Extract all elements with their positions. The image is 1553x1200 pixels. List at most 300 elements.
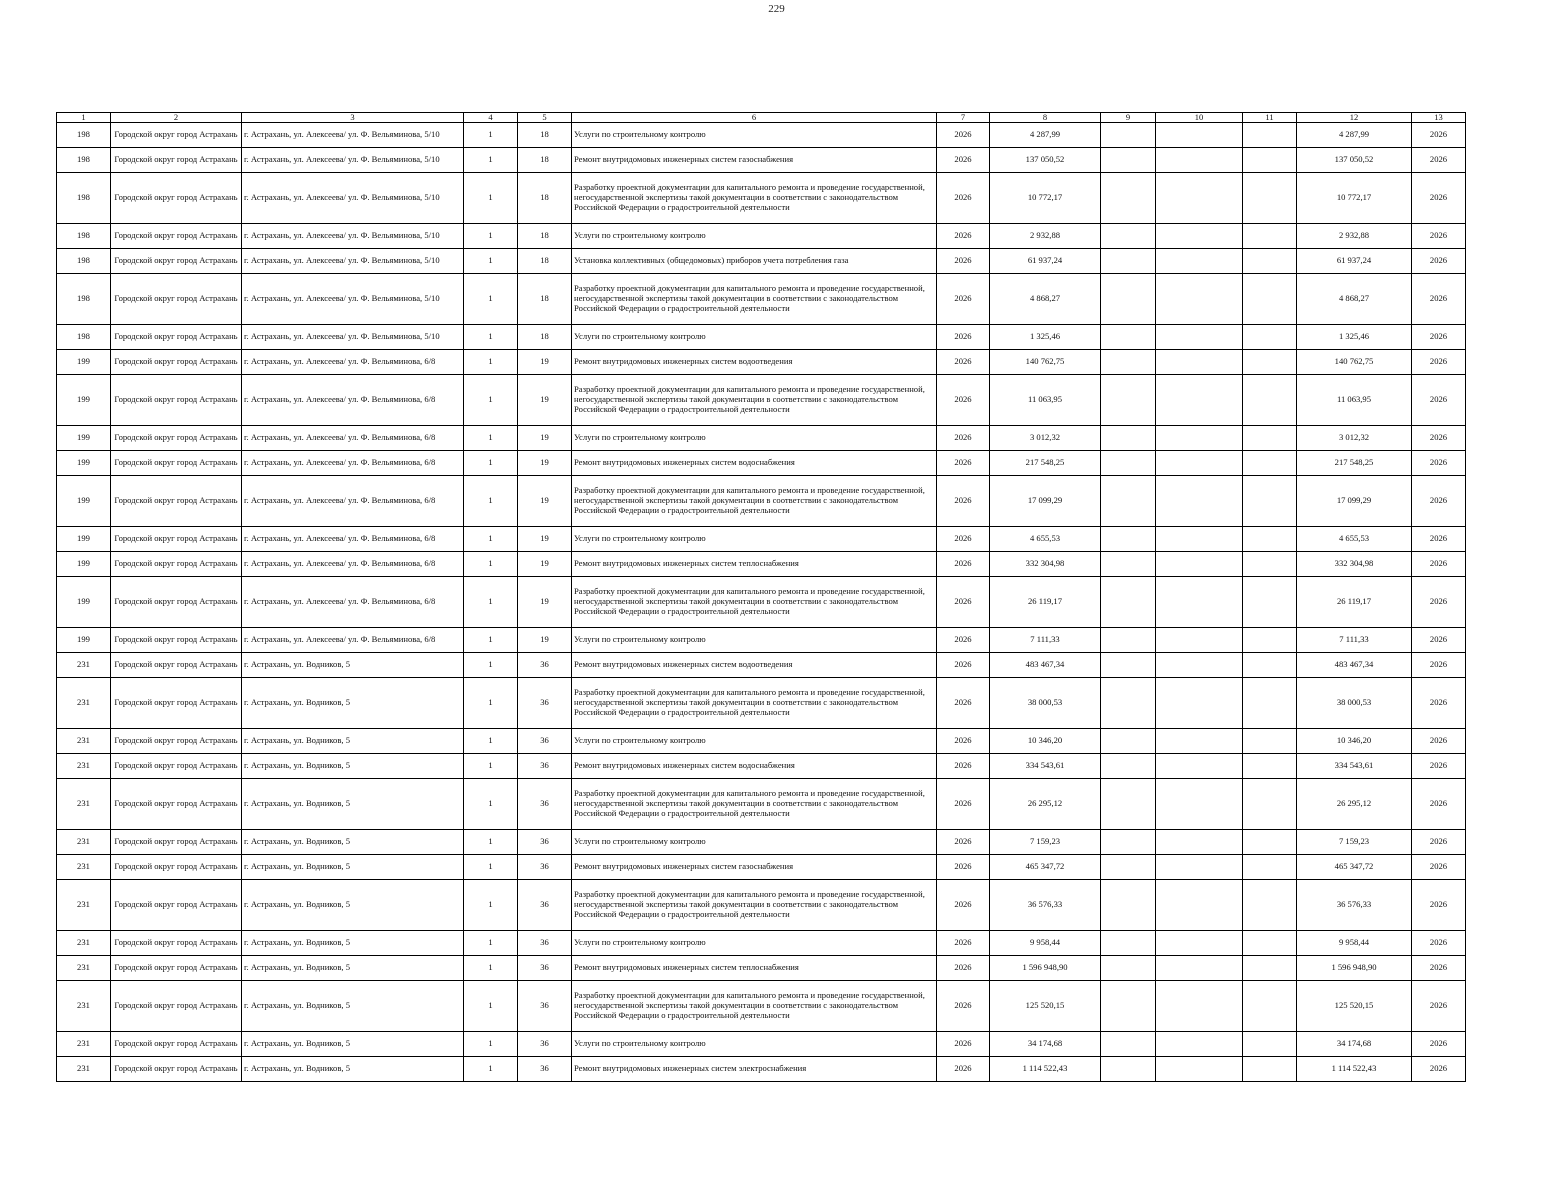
column-header-6: 6 <box>572 113 937 123</box>
year-cell: 2026 <box>937 476 990 527</box>
row-number: 231 <box>57 880 111 931</box>
row-number: 231 <box>57 779 111 830</box>
column-5-cell: 36 <box>518 729 572 754</box>
year-cell: 2026 <box>937 628 990 653</box>
table-row <box>57 981 1466 1032</box>
column-11-cell <box>1243 830 1297 855</box>
year-cell: 2026 <box>937 1032 990 1057</box>
year-cell: 2026 <box>937 249 990 274</box>
completion-year-cell: 2026 <box>1412 123 1466 148</box>
year-cell: 2026 <box>937 830 990 855</box>
column-5-cell: 36 <box>518 855 572 880</box>
column-11-cell <box>1243 1032 1297 1057</box>
column-5-cell: 36 <box>518 981 572 1032</box>
column-4-cell: 1 <box>464 628 518 653</box>
address-cell: г. Астрахань, ул. Алексеева/ ул. Ф. Вельяминова, 6/8 <box>242 628 464 653</box>
column-10-cell <box>1156 451 1243 476</box>
municipality-cell: Городской округ город Астрахань <box>111 426 242 451</box>
cost-cell: 4 655,53 <box>990 527 1101 552</box>
row-number: 198 <box>57 173 111 224</box>
address-cell: г. Астрахань, ул. Алексеева/ ул. Ф. Вельяминова, 6/8 <box>242 527 464 552</box>
column-4-cell: 1 <box>464 249 518 274</box>
table-row <box>57 1057 1466 1082</box>
column-4-cell: 1 <box>464 1032 518 1057</box>
table-row <box>57 350 1466 375</box>
address-cell: г. Астрахань, ул. Алексеева/ ул. Ф. Вельяминова, 6/8 <box>242 476 464 527</box>
completion-year-cell: 2026 <box>1412 375 1466 426</box>
year-cell: 2026 <box>937 754 990 779</box>
address-cell: г. Астрахань, ул. Водников, 5 <box>242 779 464 830</box>
table-row <box>57 855 1466 880</box>
column-9-cell <box>1101 754 1156 779</box>
column-9-cell <box>1101 173 1156 224</box>
table-row <box>57 274 1466 325</box>
column-5-cell: 19 <box>518 552 572 577</box>
cost-cell: 334 543,61 <box>990 754 1101 779</box>
completion-year-cell: 2026 <box>1412 350 1466 375</box>
column-4-cell: 1 <box>464 931 518 956</box>
column-4-cell: 1 <box>464 426 518 451</box>
column-11-cell <box>1243 653 1297 678</box>
column-10-cell <box>1156 628 1243 653</box>
column-5-cell: 36 <box>518 880 572 931</box>
cost-cell: 3 012,32 <box>990 426 1101 451</box>
row-number: 231 <box>57 754 111 779</box>
column-header-2: 2 <box>111 113 242 123</box>
row-number: 231 <box>57 729 111 754</box>
column-11-cell <box>1243 628 1297 653</box>
work-type-cell: Разработку проектной документации для капитального ремонта и проведение государственной, негосударственной экспертизы такой документации в соответствии с законодательством Российской Федерации о градостроительной деятельности <box>572 173 937 224</box>
work-type-cell: Услуги по строительному контролю <box>572 426 937 451</box>
row-number: 198 <box>57 325 111 350</box>
address-cell: г. Астрахань, ул. Алексеева/ ул. Ф. Вельяминова, 5/10 <box>242 173 464 224</box>
table-body <box>57 123 1466 1082</box>
year-cell: 2026 <box>937 729 990 754</box>
column-10-cell <box>1156 123 1243 148</box>
address-cell: г. Астрахань, ул. Алексеева/ ул. Ф. Вельяминова, 6/8 <box>242 552 464 577</box>
total-cell: 11 063,95 <box>1297 375 1412 426</box>
address-cell: г. Астрахань, ул. Водников, 5 <box>242 729 464 754</box>
column-11-cell <box>1243 754 1297 779</box>
address-cell: г. Астрахань, ул. Водников, 5 <box>242 678 464 729</box>
cost-cell: 1 596 948,90 <box>990 956 1101 981</box>
completion-year-cell: 2026 <box>1412 628 1466 653</box>
year-cell: 2026 <box>937 426 990 451</box>
total-cell: 3 012,32 <box>1297 426 1412 451</box>
work-type-cell: Ремонт внутридомовых инженерных систем водоснабжения <box>572 754 937 779</box>
column-10-cell <box>1156 325 1243 350</box>
year-cell: 2026 <box>937 451 990 476</box>
table-row <box>57 148 1466 173</box>
municipality-cell: Городской округ город Астрахань <box>111 249 242 274</box>
cost-cell: 332 304,98 <box>990 552 1101 577</box>
column-9-cell <box>1101 1057 1156 1082</box>
column-10-cell <box>1156 527 1243 552</box>
cost-cell: 137 050,52 <box>990 148 1101 173</box>
completion-year-cell: 2026 <box>1412 729 1466 754</box>
column-5-cell: 19 <box>518 451 572 476</box>
column-5-cell: 36 <box>518 754 572 779</box>
column-number-header <box>57 113 1466 123</box>
column-9-cell <box>1101 476 1156 527</box>
municipality-cell: Городской округ город Астрахань <box>111 148 242 173</box>
column-header-9: 9 <box>1101 113 1156 123</box>
row-number: 199 <box>57 577 111 628</box>
repair-schedule-table <box>56 112 1466 1082</box>
completion-year-cell: 2026 <box>1412 855 1466 880</box>
column-11-cell <box>1243 552 1297 577</box>
total-cell: 1 114 522,43 <box>1297 1057 1412 1082</box>
row-number: 231 <box>57 981 111 1032</box>
column-5-cell: 36 <box>518 678 572 729</box>
cost-cell: 7 111,33 <box>990 628 1101 653</box>
column-4-cell: 1 <box>464 148 518 173</box>
column-5-cell: 19 <box>518 476 572 527</box>
row-number: 199 <box>57 628 111 653</box>
page-number: 229 <box>768 3 785 15</box>
total-cell: 483 467,34 <box>1297 653 1412 678</box>
work-type-cell: Разработку проектной документации для капитального ремонта и проведение государственной, негосударственной экспертизы такой документации в соответствии с законодательством Российской Федерации о градостроительной деятельности <box>572 375 937 426</box>
column-4-cell: 1 <box>464 779 518 830</box>
column-10-cell <box>1156 274 1243 325</box>
column-9-cell <box>1101 224 1156 249</box>
column-10-cell <box>1156 855 1243 880</box>
cost-cell: 465 347,72 <box>990 855 1101 880</box>
table-row <box>57 754 1466 779</box>
cost-cell: 36 576,33 <box>990 880 1101 931</box>
column-header-4: 4 <box>464 113 518 123</box>
column-9-cell <box>1101 325 1156 350</box>
municipality-cell: Городской округ город Астрахань <box>111 653 242 678</box>
cost-cell: 1 114 522,43 <box>990 1057 1101 1082</box>
completion-year-cell: 2026 <box>1412 325 1466 350</box>
column-11-cell <box>1243 350 1297 375</box>
total-cell: 7 159,23 <box>1297 830 1412 855</box>
completion-year-cell: 2026 <box>1412 1032 1466 1057</box>
completion-year-cell: 2026 <box>1412 653 1466 678</box>
column-5-cell: 36 <box>518 779 572 830</box>
address-cell: г. Астрахань, ул. Алексеева/ ул. Ф. Вельяминова, 5/10 <box>242 224 464 249</box>
total-cell: 4 287,99 <box>1297 123 1412 148</box>
cost-cell: 4 868,27 <box>990 274 1101 325</box>
row-number: 199 <box>57 451 111 476</box>
row-number: 198 <box>57 224 111 249</box>
table-row <box>57 476 1466 527</box>
completion-year-cell: 2026 <box>1412 956 1466 981</box>
work-type-cell: Услуги по строительному контролю <box>572 527 937 552</box>
column-9-cell <box>1101 956 1156 981</box>
column-11-cell <box>1243 426 1297 451</box>
column-5-cell: 18 <box>518 325 572 350</box>
column-9-cell <box>1101 123 1156 148</box>
column-9-cell <box>1101 880 1156 931</box>
cost-cell: 26 295,12 <box>990 779 1101 830</box>
column-9-cell <box>1101 249 1156 274</box>
column-9-cell <box>1101 350 1156 375</box>
cost-cell: 38 000,53 <box>990 678 1101 729</box>
work-type-cell: Разработку проектной документации для капитального ремонта и проведение государственной, негосударственной экспертизы такой документации в соответствии с законодательством Российской Федерации о градостроительной деятельности <box>572 981 937 1032</box>
total-cell: 334 543,61 <box>1297 754 1412 779</box>
year-cell: 2026 <box>937 855 990 880</box>
column-11-cell <box>1243 577 1297 628</box>
completion-year-cell: 2026 <box>1412 931 1466 956</box>
cost-cell: 2 932,88 <box>990 224 1101 249</box>
total-cell: 1 596 948,90 <box>1297 956 1412 981</box>
year-cell: 2026 <box>937 653 990 678</box>
work-type-cell: Услуги по строительному контролю <box>572 830 937 855</box>
cost-cell: 140 762,75 <box>990 350 1101 375</box>
address-cell: г. Астрахань, ул. Водников, 5 <box>242 880 464 931</box>
column-10-cell <box>1156 426 1243 451</box>
completion-year-cell: 2026 <box>1412 754 1466 779</box>
address-cell: г. Астрахань, ул. Алексеева/ ул. Ф. Вельяминова, 5/10 <box>242 274 464 325</box>
work-type-cell: Услуги по строительному контролю <box>572 729 937 754</box>
completion-year-cell: 2026 <box>1412 249 1466 274</box>
total-cell: 34 174,68 <box>1297 1032 1412 1057</box>
column-header-11: 11 <box>1243 113 1297 123</box>
municipality-cell: Городской округ город Астрахань <box>111 123 242 148</box>
address-cell: г. Астрахань, ул. Алексеева/ ул. Ф. Вельяминова, 5/10 <box>242 325 464 350</box>
row-number: 198 <box>57 123 111 148</box>
work-type-cell: Услуги по строительному контролю <box>572 325 937 350</box>
column-10-cell <box>1156 880 1243 931</box>
total-cell: 465 347,72 <box>1297 855 1412 880</box>
address-cell: г. Астрахань, ул. Водников, 5 <box>242 931 464 956</box>
cost-cell: 17 099,29 <box>990 476 1101 527</box>
row-number: 198 <box>57 148 111 173</box>
completion-year-cell: 2026 <box>1412 830 1466 855</box>
column-9-cell <box>1101 653 1156 678</box>
column-4-cell: 1 <box>464 123 518 148</box>
total-cell: 1 325,46 <box>1297 325 1412 350</box>
completion-year-cell: 2026 <box>1412 577 1466 628</box>
column-11-cell <box>1243 678 1297 729</box>
cost-cell: 34 174,68 <box>990 1032 1101 1057</box>
municipality-cell: Городской округ город Астрахань <box>111 830 242 855</box>
work-type-cell: Услуги по строительному контролю <box>572 224 937 249</box>
table-row <box>57 830 1466 855</box>
column-9-cell <box>1101 830 1156 855</box>
work-type-cell: Разработку проектной документации для капитального ремонта и проведение государственной, негосударственной экспертизы такой документации в соответствии с законодательством Российской Федерации о градостроительной деятельности <box>572 274 937 325</box>
year-cell: 2026 <box>937 880 990 931</box>
column-10-cell <box>1156 173 1243 224</box>
column-9-cell <box>1101 274 1156 325</box>
work-type-cell: Разработку проектной документации для капитального ремонта и проведение государственной, негосударственной экспертизы такой документации в соответствии с законодательством Российской Федерации о градостроительной деятельности <box>572 880 937 931</box>
municipality-cell: Городской округ город Астрахань <box>111 880 242 931</box>
column-header-13: 13 <box>1412 113 1466 123</box>
column-9-cell <box>1101 678 1156 729</box>
address-cell: г. Астрахань, ул. Алексеева/ ул. Ф. Вельяминова, 6/8 <box>242 451 464 476</box>
column-5-cell: 18 <box>518 123 572 148</box>
completion-year-cell: 2026 <box>1412 981 1466 1032</box>
address-cell: г. Астрахань, ул. Водников, 5 <box>242 754 464 779</box>
row-number: 231 <box>57 830 111 855</box>
table-row <box>57 628 1466 653</box>
address-cell: г. Астрахань, ул. Водников, 5 <box>242 956 464 981</box>
row-number: 199 <box>57 350 111 375</box>
column-5-cell: 19 <box>518 577 572 628</box>
year-cell: 2026 <box>937 123 990 148</box>
cost-cell: 61 937,24 <box>990 249 1101 274</box>
column-5-cell: 36 <box>518 1057 572 1082</box>
row-number: 231 <box>57 956 111 981</box>
column-4-cell: 1 <box>464 451 518 476</box>
table-row <box>57 931 1466 956</box>
column-11-cell <box>1243 931 1297 956</box>
row-number: 231 <box>57 1032 111 1057</box>
cost-cell: 26 119,17 <box>990 577 1101 628</box>
work-type-cell: Услуги по строительному контролю <box>572 628 937 653</box>
column-5-cell: 19 <box>518 375 572 426</box>
address-cell: г. Астрахань, ул. Алексеева/ ул. Ф. Вельяминова, 5/10 <box>242 148 464 173</box>
total-cell: 125 520,15 <box>1297 981 1412 1032</box>
column-11-cell <box>1243 527 1297 552</box>
row-number: 231 <box>57 855 111 880</box>
work-type-cell: Разработку проектной документации для капитального ремонта и проведение государственной, негосударственной экспертизы такой документации в соответствии с законодательством Российской Федерации о градостроительной деятельности <box>572 678 937 729</box>
column-10-cell <box>1156 224 1243 249</box>
completion-year-cell: 2026 <box>1412 274 1466 325</box>
total-cell: 9 958,44 <box>1297 931 1412 956</box>
column-4-cell: 1 <box>464 729 518 754</box>
column-4-cell: 1 <box>464 224 518 249</box>
year-cell: 2026 <box>937 325 990 350</box>
column-9-cell <box>1101 375 1156 426</box>
municipality-cell: Городской округ город Астрахань <box>111 552 242 577</box>
column-header-8: 8 <box>990 113 1101 123</box>
column-11-cell <box>1243 779 1297 830</box>
year-cell: 2026 <box>937 1057 990 1082</box>
municipality-cell: Городской округ город Астрахань <box>111 779 242 830</box>
column-11-cell <box>1243 981 1297 1032</box>
total-cell: 140 762,75 <box>1297 350 1412 375</box>
completion-year-cell: 2026 <box>1412 451 1466 476</box>
work-type-cell: Ремонт внутридомовых инженерных систем водоотведения <box>572 653 937 678</box>
column-11-cell <box>1243 173 1297 224</box>
total-cell: 4 655,53 <box>1297 527 1412 552</box>
cost-cell: 217 548,25 <box>990 451 1101 476</box>
column-10-cell <box>1156 830 1243 855</box>
work-type-cell: Ремонт внутридомовых инженерных систем водоснабжения <box>572 451 937 476</box>
column-9-cell <box>1101 552 1156 577</box>
total-cell: 10 772,17 <box>1297 173 1412 224</box>
work-type-cell: Услуги по строительному контролю <box>572 1032 937 1057</box>
column-10-cell <box>1156 148 1243 173</box>
work-type-cell: Ремонт внутридомовых инженерных систем теплоснабжения <box>572 956 937 981</box>
total-cell: 137 050,52 <box>1297 148 1412 173</box>
column-11-cell <box>1243 224 1297 249</box>
table-row <box>57 653 1466 678</box>
total-cell: 332 304,98 <box>1297 552 1412 577</box>
municipality-cell: Городской округ город Астрахань <box>111 931 242 956</box>
column-5-cell: 18 <box>518 173 572 224</box>
row-number: 198 <box>57 249 111 274</box>
work-type-cell: Ремонт внутридомовых инженерных систем электроснабжения <box>572 1057 937 1082</box>
completion-year-cell: 2026 <box>1412 678 1466 729</box>
column-10-cell <box>1156 956 1243 981</box>
column-10-cell <box>1156 779 1243 830</box>
column-4-cell: 1 <box>464 1057 518 1082</box>
completion-year-cell: 2026 <box>1412 552 1466 577</box>
column-9-cell <box>1101 628 1156 653</box>
table-row <box>57 552 1466 577</box>
table-row <box>57 173 1466 224</box>
total-cell: 26 119,17 <box>1297 577 1412 628</box>
row-number: 231 <box>57 931 111 956</box>
column-5-cell: 19 <box>518 350 572 375</box>
total-cell: 4 868,27 <box>1297 274 1412 325</box>
table-row <box>57 678 1466 729</box>
column-10-cell <box>1156 981 1243 1032</box>
column-header-1: 1 <box>57 113 111 123</box>
municipality-cell: Городской округ город Астрахань <box>111 855 242 880</box>
column-9-cell <box>1101 931 1156 956</box>
column-4-cell: 1 <box>464 527 518 552</box>
column-9-cell <box>1101 426 1156 451</box>
column-10-cell <box>1156 577 1243 628</box>
column-header-5: 5 <box>518 113 572 123</box>
column-10-cell <box>1156 375 1243 426</box>
column-header-10: 10 <box>1156 113 1243 123</box>
column-5-cell: 18 <box>518 249 572 274</box>
completion-year-cell: 2026 <box>1412 224 1466 249</box>
column-9-cell <box>1101 527 1156 552</box>
municipality-cell: Городской округ город Астрахань <box>111 981 242 1032</box>
municipality-cell: Городской округ город Астрахань <box>111 1057 242 1082</box>
municipality-cell: Городской округ город Астрахань <box>111 224 242 249</box>
column-header-7: 7 <box>937 113 990 123</box>
row-number: 231 <box>57 678 111 729</box>
column-5-cell: 19 <box>518 628 572 653</box>
municipality-cell: Городской округ город Астрахань <box>111 956 242 981</box>
column-4-cell: 1 <box>464 981 518 1032</box>
address-cell: г. Астрахань, ул. Водников, 5 <box>242 981 464 1032</box>
year-cell: 2026 <box>937 224 990 249</box>
column-5-cell: 36 <box>518 931 572 956</box>
total-cell: 10 346,20 <box>1297 729 1412 754</box>
total-cell: 217 548,25 <box>1297 451 1412 476</box>
year-cell: 2026 <box>937 148 990 173</box>
cost-cell: 10 772,17 <box>990 173 1101 224</box>
column-11-cell <box>1243 148 1297 173</box>
column-header-12: 12 <box>1297 113 1412 123</box>
year-cell: 2026 <box>937 981 990 1032</box>
table-row <box>57 123 1466 148</box>
work-type-cell: Разработку проектной документации для капитального ремонта и проведение государственной, негосударственной экспертизы такой документации в соответствии с законодательством Российской Федерации о градостроительной деятельности <box>572 577 937 628</box>
column-5-cell: 36 <box>518 956 572 981</box>
row-number: 231 <box>57 1057 111 1082</box>
column-4-cell: 1 <box>464 173 518 224</box>
column-9-cell <box>1101 729 1156 754</box>
table-row <box>57 451 1466 476</box>
table-row <box>57 325 1466 350</box>
table-row <box>57 880 1466 931</box>
address-cell: г. Астрахань, ул. Алексеева/ ул. Ф. Вельяминова, 6/8 <box>242 426 464 451</box>
column-11-cell <box>1243 855 1297 880</box>
column-4-cell: 1 <box>464 830 518 855</box>
cost-cell: 9 958,44 <box>990 931 1101 956</box>
column-11-cell <box>1243 123 1297 148</box>
column-11-cell <box>1243 1057 1297 1082</box>
cost-cell: 7 159,23 <box>990 830 1101 855</box>
municipality-cell: Городской округ город Астрахань <box>111 577 242 628</box>
cost-cell: 4 287,99 <box>990 123 1101 148</box>
column-4-cell: 1 <box>464 325 518 350</box>
address-cell: г. Астрахань, ул. Алексеева/ ул. Ф. Вельяминова, 6/8 <box>242 350 464 375</box>
year-cell: 2026 <box>937 956 990 981</box>
column-4-cell: 1 <box>464 577 518 628</box>
column-4-cell: 1 <box>464 754 518 779</box>
row-number: 199 <box>57 426 111 451</box>
